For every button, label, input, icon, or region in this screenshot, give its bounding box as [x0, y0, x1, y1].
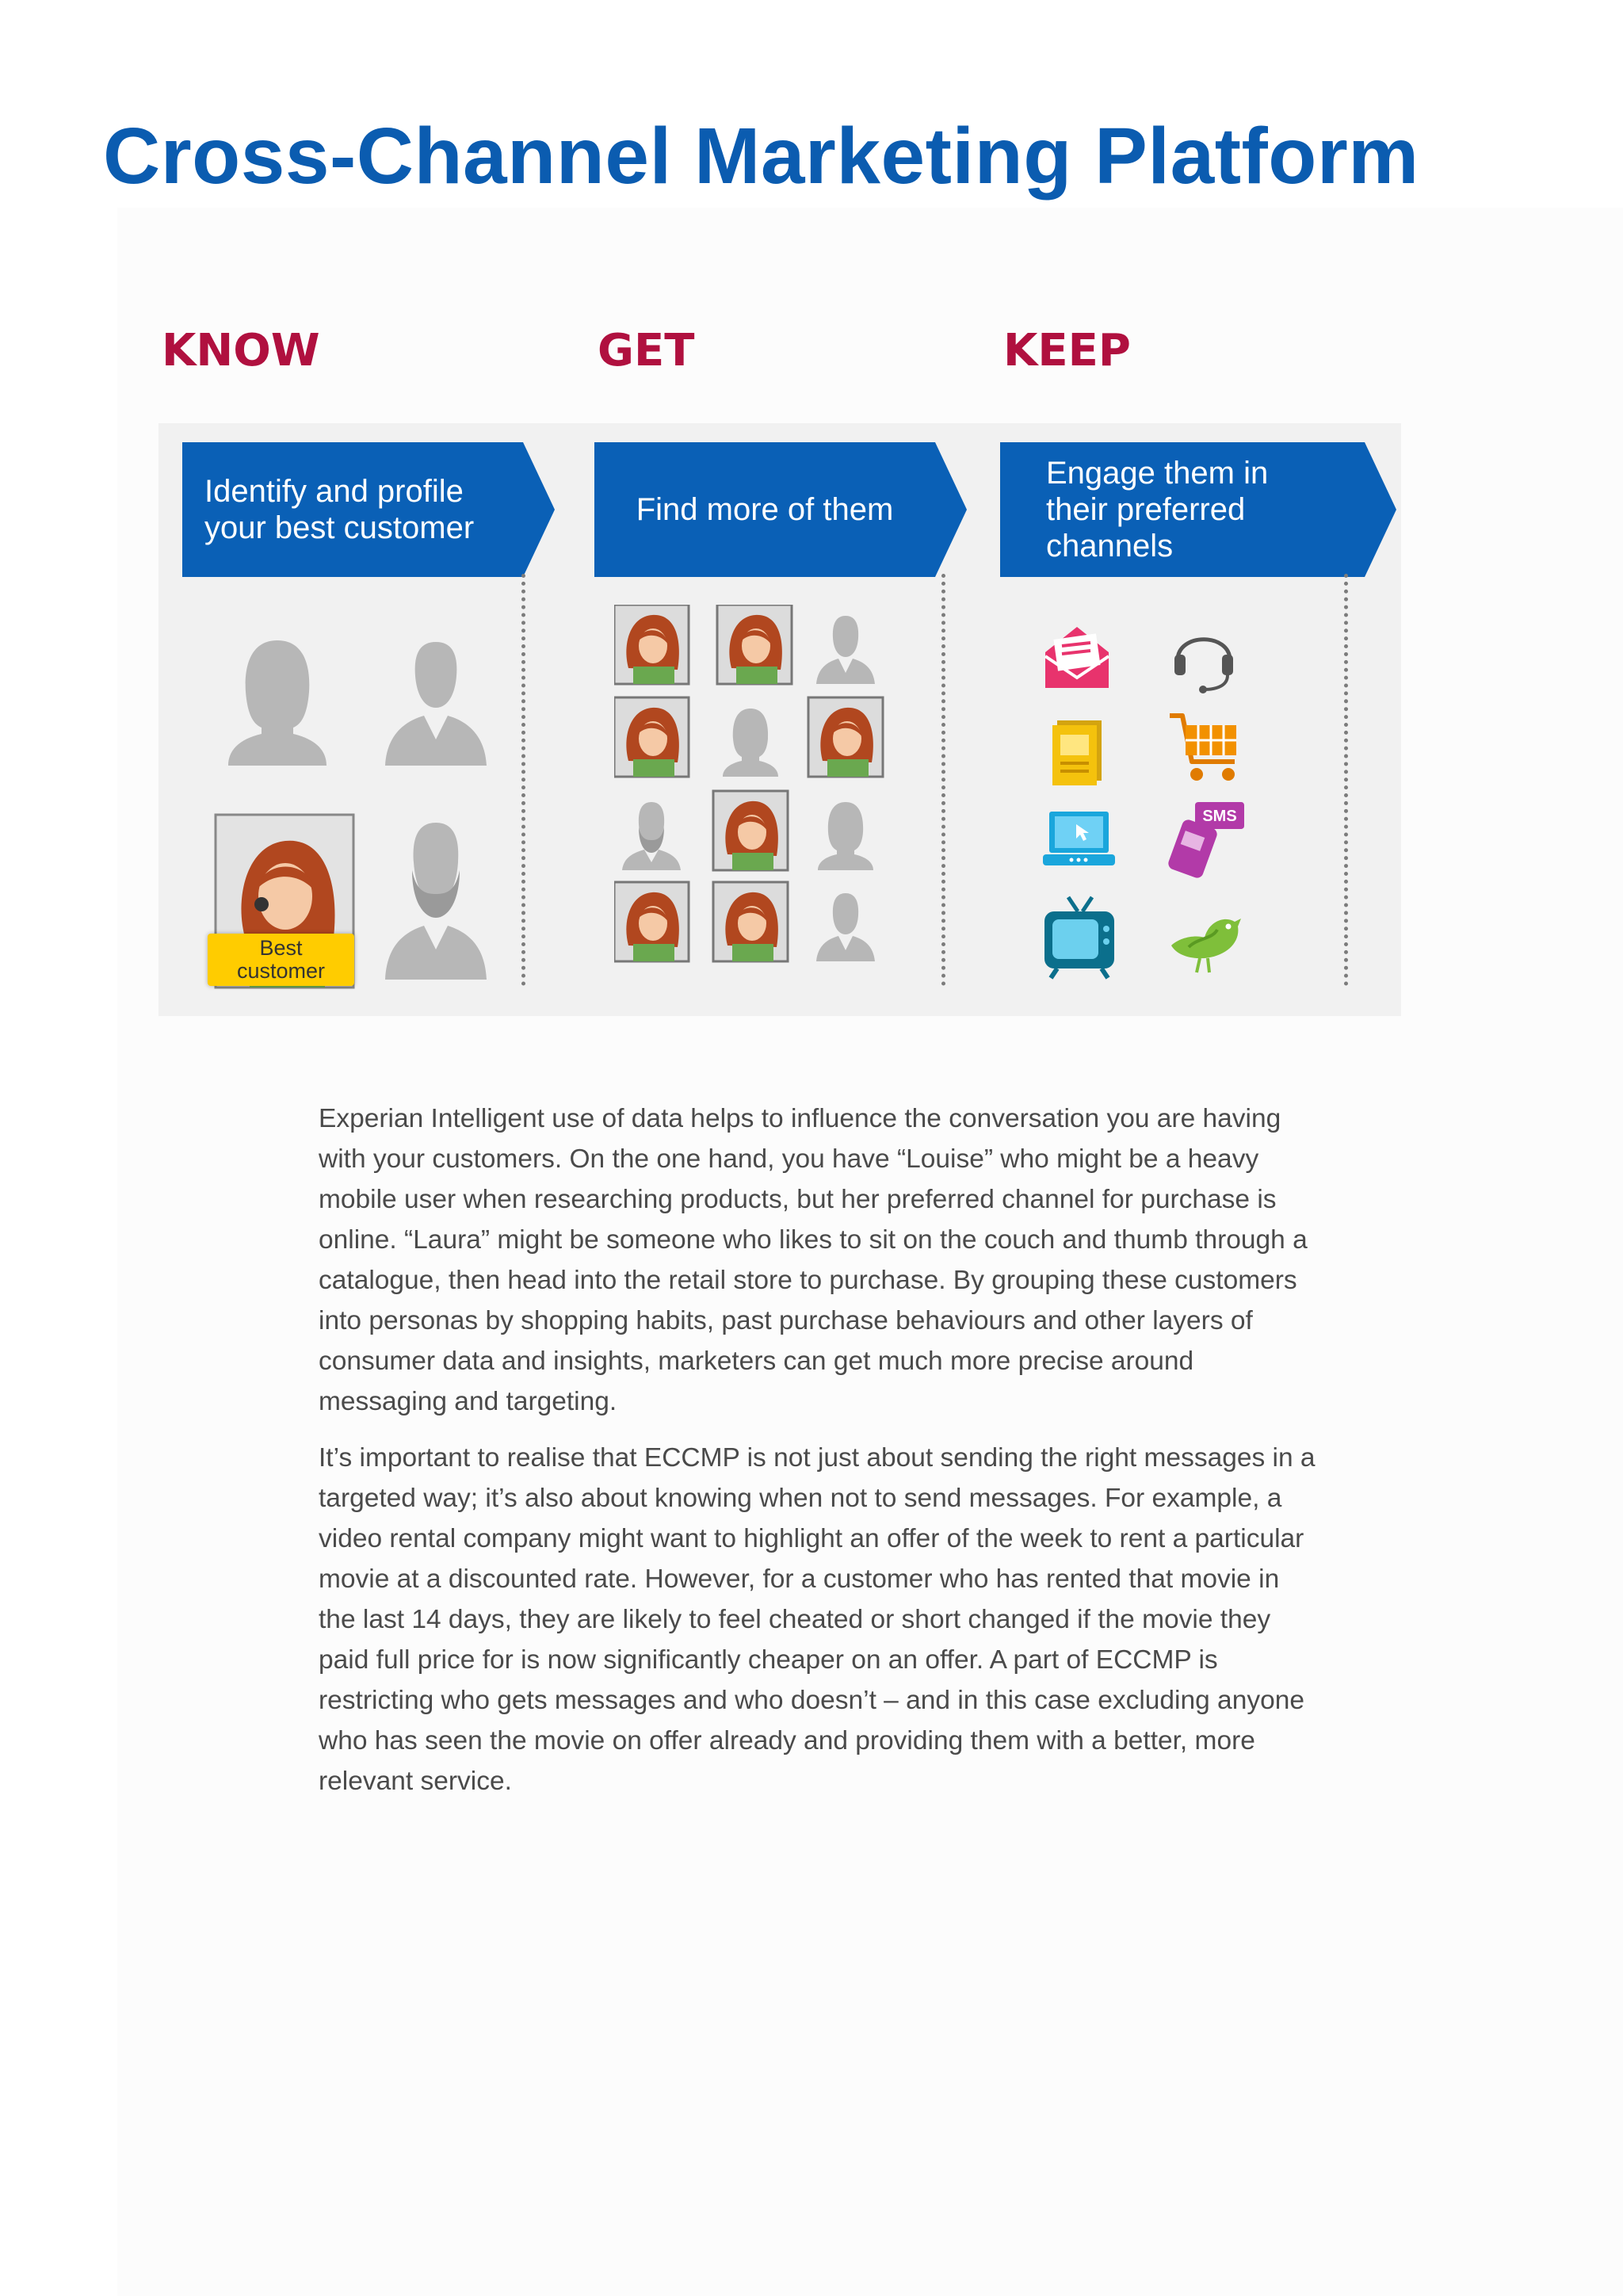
paragraph-2: It’s important to realise that ECCMP is not just about sending the right messages in a targeted way; it’s also about knowing when not to send messages. For example, a video rental company might want to highlight an offer of the week to rent a particular movie at a discounted rate. However, for a customer who has rented that movie in the last 14 days, they are likely to feel cheated or short changed if the movie they paid full price for is now significantly cheaper on an offer. A part of ECCMP is restricting who gets messages and who doesn’t – and in this case excluding anyone who has seen the movie on offer already and providing them with a better, more relevant service.	[319, 1443, 1316, 1796]
best-customer-photo	[214, 813, 355, 989]
man-silhouette-icon	[380, 632, 491, 767]
sms-phone-icon	[1167, 799, 1246, 878]
know-divider	[521, 574, 525, 986]
tv-icon	[1040, 894, 1119, 981]
body-text	[319, 1098, 1317, 1817]
svg-text:SMS: SMS	[1202, 808, 1237, 825]
get-panel	[571, 442, 967, 997]
paragraph-1: Experian Intelligent use of data helps to influence the conversation you are having with your customers. On the one hand, you have “Louise” who might be a heavy mobile user when researching products, but her preferred channel for purchase is online. “Laura” might be someone who likes to sit on the couch and thumb through a catalogue, then head into the retail store to purchase. By grouping these customers into personas by shopping habits, past purchase behaviours and other layers of consumer data and insights, marketers can get much more precise around messaging and targeting.	[319, 1104, 1308, 1416]
shopping-cart-icon	[1167, 708, 1246, 787]
keep-panel	[976, 442, 1373, 997]
know-get-keep-infographic	[158, 423, 1401, 1016]
email-icon	[1041, 621, 1113, 692]
headset-icon	[1168, 617, 1239, 696]
phase-keep-label: KEEP	[1003, 325, 1131, 376]
know-banner-text: Identify and profile your best customer	[204, 474, 475, 545]
customer-lookalike-grid	[614, 605, 931, 985]
phase-get-label: GET	[598, 325, 695, 376]
bearded-man-silhouette-icon	[380, 815, 491, 981]
keep-divider	[1344, 574, 1348, 986]
best-customer-badge: Best customer	[208, 934, 354, 986]
know-banner	[182, 442, 555, 577]
get-banner-text: Find more of them	[636, 492, 894, 527]
get-banner	[594, 442, 967, 577]
keep-banner-text: Engage them in their preferred channels	[1046, 456, 1269, 563]
laptop-icon	[1041, 807, 1117, 874]
know-panel	[158, 442, 555, 997]
twitter-bird-icon	[1165, 898, 1244, 977]
phase-know-label: KNOW	[162, 325, 320, 376]
get-divider	[941, 574, 945, 986]
woman-silhouette-icon	[222, 632, 333, 767]
catalogue-icon	[1046, 716, 1109, 787]
page-title: Cross-Channel Marketing Platform	[103, 112, 1419, 201]
keep-banner	[1000, 442, 1373, 577]
